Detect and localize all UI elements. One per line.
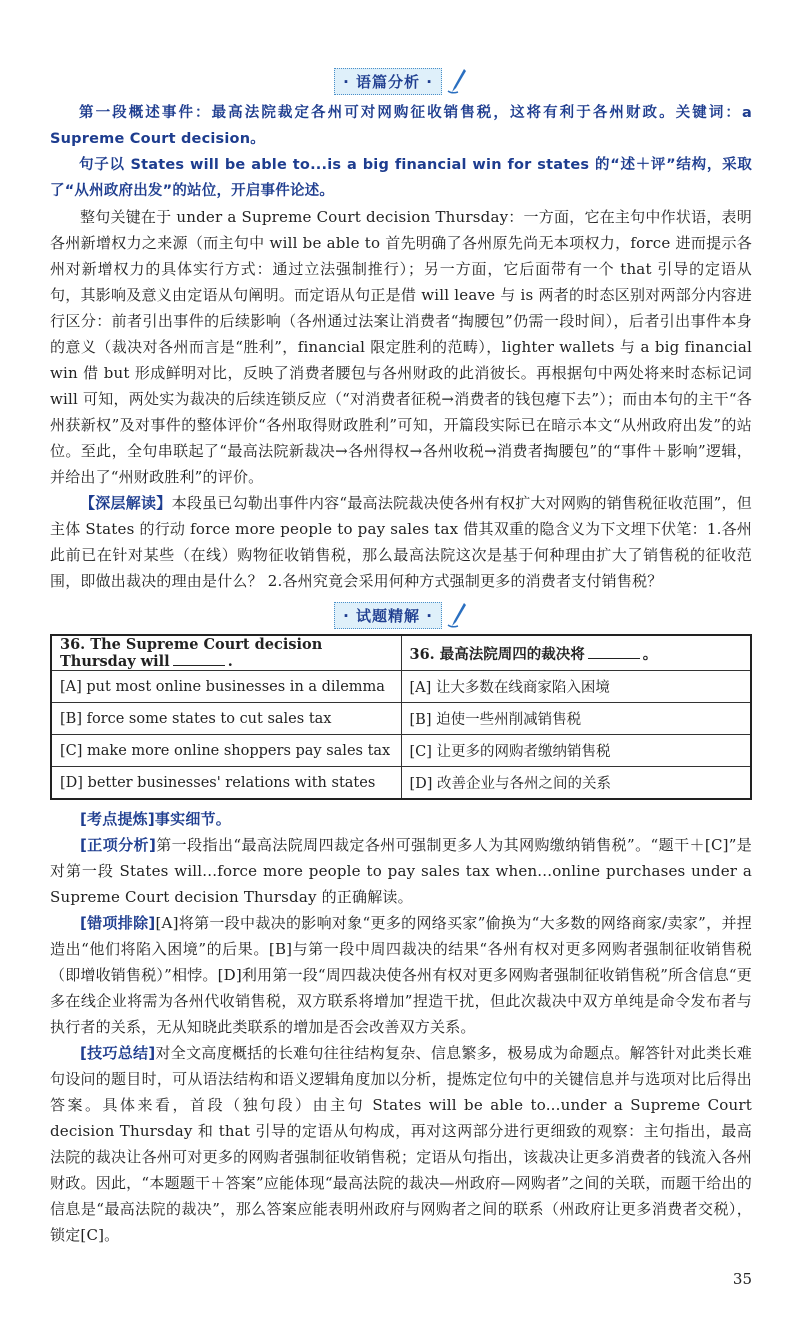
analysis-paragraph: 整句关键在于 under a Supreme Court decision Thursday：一方面，它在主句中作状语，表明各州新增权力之来源（而主句中 will be able to 首先明确了各州原先尚无本项权力，force 进而提示各州对新增权力的具体实行方式：通过立法强制推行）；另一方面，它后面带有一个 that 引导的定语从句，其影响及意义由定语从句阐明。而定语从句正是借 will leave 与 is 两者的时态区别对两部分内容进行区分：前者引出事件的后续影响（各州通过法案让消费者“掏腰包”仍需一段时间），后者引出事件本身的意义（裁决对各州而言是“胜利”，financial 限定胜利的范畴），lighter wallets 与 a big financial win 借 but 形成鲜明对比，反映了消费者腰包与各州财政的此消彼长。再根据句中两处将来时态标记词 will 可知，两处实为裁决的后续连锁反应（“对消费者征税→消费者的钱包瘪下去”）；而由本句的主干“各州获新权”及对事件的整体评价“各州取得财政胜利”可知，开篇段实际已在暗示本文“从州政府出发”的站位。至此，全句串联起了“最高法院新裁决→各州得权→各州收税→消费者掏腰包”的“事件＋影响”逻辑，并给出了“州财政胜利”的评价。 <box>50 208 752 486</box>
skill-summary-paragraph <box>50 1040 752 1248</box>
option-en: [C] make more online shoppers pay sales tax <box>51 735 401 767</box>
structure-paragraph: 句子以 States will be able to...is a big financial win for states 的“述＋评”结构，采取了“从州政府出发”的站位，开启事件论述。 <box>50 157 752 199</box>
page-number: 35 <box>732 1270 752 1288</box>
question-en: 36. The Supreme Court decision Thursday will . <box>51 635 401 671</box>
option-en: [B] force some states to cut sales tax <box>51 703 401 735</box>
section-heading-question-analysis <box>50 600 752 630</box>
correct-analysis-paragraph <box>50 832 752 910</box>
section-title: · 语篇分析 · <box>334 68 442 95</box>
wrong-options-paragraph <box>50 910 752 1040</box>
option-en: [D] better businesses' relations with states <box>51 767 401 800</box>
point-text: 事实细节。 <box>154 810 231 828</box>
wrong-label: [错项排除] <box>80 914 156 932</box>
question-table <box>50 634 752 800</box>
option-zh: [C] 让更多的网购者缴纳销售税 <box>401 735 751 767</box>
section-title: · 试题精解 · <box>334 602 442 629</box>
option-zh: [A] 让大多数在线商家陷入困境 <box>401 671 751 703</box>
table-row <box>51 671 751 703</box>
correct-text: 第一段指出“最高法院周四裁定各州可强制更多人为其网购缴纳销售税”。“题干＋[C]”是对第一段 States will...force more people to pay sales tax when...online purchases under a Supreme Court decision Thursday 的正确解读。 <box>50 836 752 906</box>
point-paragraph <box>50 806 752 832</box>
question-zh: 36. 最高法院周四的裁决将 。 <box>401 635 751 671</box>
section-heading-text-analysis <box>50 66 752 96</box>
option-zh: [D] 改善企业与各州之间的关系 <box>401 767 751 800</box>
pen-icon <box>446 67 468 95</box>
correct-label: [正项分析] <box>80 836 157 854</box>
table-row <box>51 767 751 800</box>
option-en: [A] put most online businesses in a dilemma <box>51 671 401 703</box>
skill-text: 对全文高度概括的长难句往往结构复杂、信息繁多，极易成为命题点。解答针对此类长难句设问的题目时，可从语法结构和语义逻辑角度加以分析，提炼定位句中的关键信息并与选项对比后得出答案。具体来看，首段（独句段）由主句 States will be able to...under a Supreme Court decision Thursday 和 that 引导的定语从句构成，再对这两部分进行更细致的观察：主句指出，最高法院的裁决让各州可对更多的网购者强制征收销售税；定语从句指出，该裁决让更多消费者的钱流入各州财政。因此，“本题题干＋答案”应能体现“最高法院的裁决—州政府—网购者”之间的关联，而题干给出的信息是“最高法院的裁决”，那么答案应能表明州政府与网购者之间的联系（州政府让更多消费者交税），锁定[C]。 <box>50 1044 752 1244</box>
table-row <box>51 703 751 735</box>
table-row <box>51 635 751 671</box>
pen-icon <box>446 601 468 629</box>
page-content <box>50 0 752 1328</box>
table-row <box>51 735 751 767</box>
skill-label: [技巧总结] <box>80 1044 156 1062</box>
wrong-text: [A]将第一段中裁决的影响对象“更多的网络买家”偷换为“大多数的网络商家/卖家”，并捏造出“他们将陷入困境”的后果。[B]与第一段中周四裁决的结果“各州有权对更多网购者强制征收销售税（即增收销售税）”相悖。[D]利用第一段“周四裁决使各州有权对更多网购者强制征收销售税”所含信息“更多在线企业将需为各州代收销售税，双方联系将增加”捏造干扰，但此次裁决中双方单纯是命令发布者与执行者的关系，无从知晓此类联系的增加是否会改善双方关系。 <box>50 914 752 1036</box>
deep-reading-text: 本段虽已勾勒出事件内容“最高法院裁决使各州有权扩大对网购的销售税征收范围”，但主体 States 的行动 force more people to pay sales tax 借其双重的隐含义为下文埋下伏笔：1.各州此前已在针对某些（在线）购物征收销售税，那么最高法院这次是基于何种理由扩大了销售税的征收范围，即做出裁决的理由是什么？ 2.各州究竟会采用何种方式强制更多的消费者支付销售税？ <box>50 494 752 590</box>
option-zh: [B] 迫使一些州削减销售税 <box>401 703 751 735</box>
summary-paragraph: 第一段概述事件：最高法院裁定各州可对网购征收销售税，这将有利于各州财政。关键词：a Supreme Court decision。 <box>50 105 752 147</box>
point-label: [考点提炼] <box>80 810 155 828</box>
deep-reading-paragraph <box>50 490 752 594</box>
deep-reading-label: 【深层解读】 <box>80 494 172 512</box>
